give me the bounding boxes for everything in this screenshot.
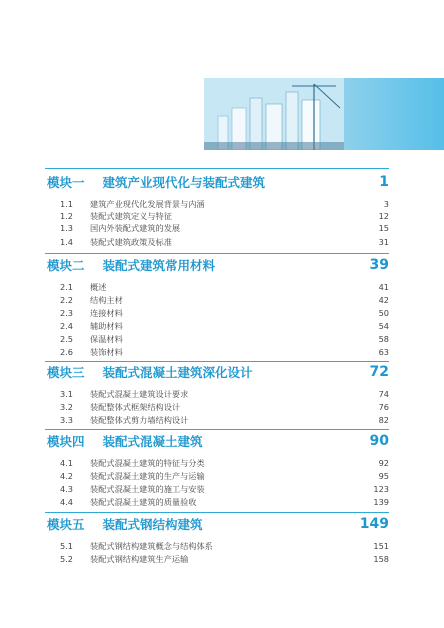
section-page: 50 [378,308,389,318]
section-title: 装配式混凝土建筑的质量验收 [90,496,197,507]
section-divider [45,429,389,430]
module-label: 模块三 [47,365,85,380]
section-number: 5.2 [60,554,74,564]
section-title: 装配式混凝土建筑的特征与分类 [90,457,205,468]
section-page: 74 [378,389,389,399]
section-divider [45,168,389,169]
section-number: 1.1 [60,199,74,209]
section-page: 151 [373,541,389,551]
module-page: 90 [369,433,389,449]
section-number: 3.3 [60,415,74,425]
section-page: 82 [378,415,389,425]
section-number: 2.4 [60,321,74,331]
module-heading[interactable] [47,432,389,450]
toc-entry[interactable] [60,307,389,319]
section-title: 装配整体式框架结构设计 [90,401,181,412]
section-number: 4.2 [60,471,74,481]
section-number: 4.3 [60,484,74,494]
module-title: 建筑产业现代化与装配式建筑 [102,175,266,190]
section-page: 92 [378,458,389,468]
section-number: 2.2 [60,295,74,305]
toc-entry[interactable] [60,540,389,552]
building-illustration [204,78,344,150]
section-number: 2.1 [60,282,74,292]
section-title: 辅助材料 [90,320,123,331]
section-title: 结构主材 [90,294,123,305]
section-page: 12 [378,211,389,221]
toc-entry[interactable] [60,388,389,400]
section-page: 3 [383,199,389,209]
section-title: 装配整体式剪力墙结构设计 [90,414,189,425]
toc-entry[interactable] [60,483,389,495]
section-page: 76 [378,402,389,412]
section-page: 123 [373,484,389,494]
module-heading[interactable] [47,363,389,381]
module-title: 装配式钢结构建筑 [102,517,203,532]
module-title: 装配式混凝土建筑深化设计 [102,365,253,380]
toc-entry[interactable] [60,414,389,426]
toc-entry[interactable] [60,470,389,482]
section-title: 建筑产业现代化发展背景与内涵 [90,198,205,209]
toc-entry[interactable] [60,496,389,508]
toc-entry[interactable] [60,210,389,222]
section-number: 2.6 [60,347,74,357]
section-page: 42 [378,295,389,305]
module-page: 1 [379,174,389,190]
toc-entry[interactable] [60,401,389,413]
section-number: 4.1 [60,458,74,468]
module-page: 72 [369,364,389,380]
module-page: 39 [369,257,389,273]
module-title: 装配式混凝土建筑 [102,434,203,449]
section-page: 95 [378,471,389,481]
section-divider [45,253,389,254]
section-page: 41 [378,282,389,292]
section-title: 装配式混凝土建筑的生产与运输 [90,470,205,481]
section-title: 概述 [90,281,107,292]
section-page: 31 [378,237,389,247]
section-page: 139 [373,497,389,507]
section-title: 装配式混凝土建筑设计要求 [90,388,189,399]
toc-entry[interactable] [60,222,389,234]
module-title: 装配式建筑常用材料 [102,258,216,273]
section-page: 63 [378,347,389,357]
section-divider [45,512,389,513]
header-banner [204,78,444,150]
section-title: 装配式建筑政策及标准 [90,236,172,247]
module-heading[interactable] [47,256,389,274]
toc-entry[interactable] [60,457,389,469]
toc-entry[interactable] [60,553,389,565]
toc-entry[interactable] [60,320,389,332]
section-title: 装饰材料 [90,346,123,357]
section-number: 5.1 [60,541,74,551]
section-number: 2.5 [60,334,74,344]
section-number: 4.4 [60,497,74,507]
section-number: 3.1 [60,389,74,399]
toc-entry[interactable] [60,198,389,210]
toc-entry[interactable] [60,333,389,345]
module-label: 模块五 [47,517,85,532]
toc-entry[interactable] [60,346,389,358]
section-title: 国内外装配式建筑的发展 [90,222,181,233]
section-title: 装配式混凝土建筑的施工与安装 [90,483,205,494]
toc-entry[interactable] [60,236,389,248]
module-label: 模块二 [47,258,85,273]
section-title: 装配式建筑定义与特征 [90,210,172,221]
section-title: 连接材料 [90,307,123,318]
module-label: 模块四 [47,434,85,449]
section-page: 158 [373,554,389,564]
section-title: 装配式钢结构建筑生产运输 [90,553,189,564]
section-divider [45,361,389,362]
module-page: 149 [359,516,389,532]
toc-entry[interactable] [60,281,389,293]
module-label: 模块一 [47,175,85,190]
section-page: 54 [378,321,389,331]
section-title: 装配式钢结构建筑概念与结构体系 [90,540,213,551]
section-number: 2.3 [60,308,74,318]
section-number: 1.3 [60,223,74,233]
section-number: 1.2 [60,211,74,221]
section-page: 58 [378,334,389,344]
toc-entry[interactable] [60,294,389,306]
section-number: 3.2 [60,402,74,412]
section-number: 1.4 [60,237,74,247]
section-title: 保温材料 [90,333,123,344]
section-page: 15 [378,223,389,233]
module-heading[interactable] [47,515,389,533]
module-heading[interactable] [47,173,389,191]
